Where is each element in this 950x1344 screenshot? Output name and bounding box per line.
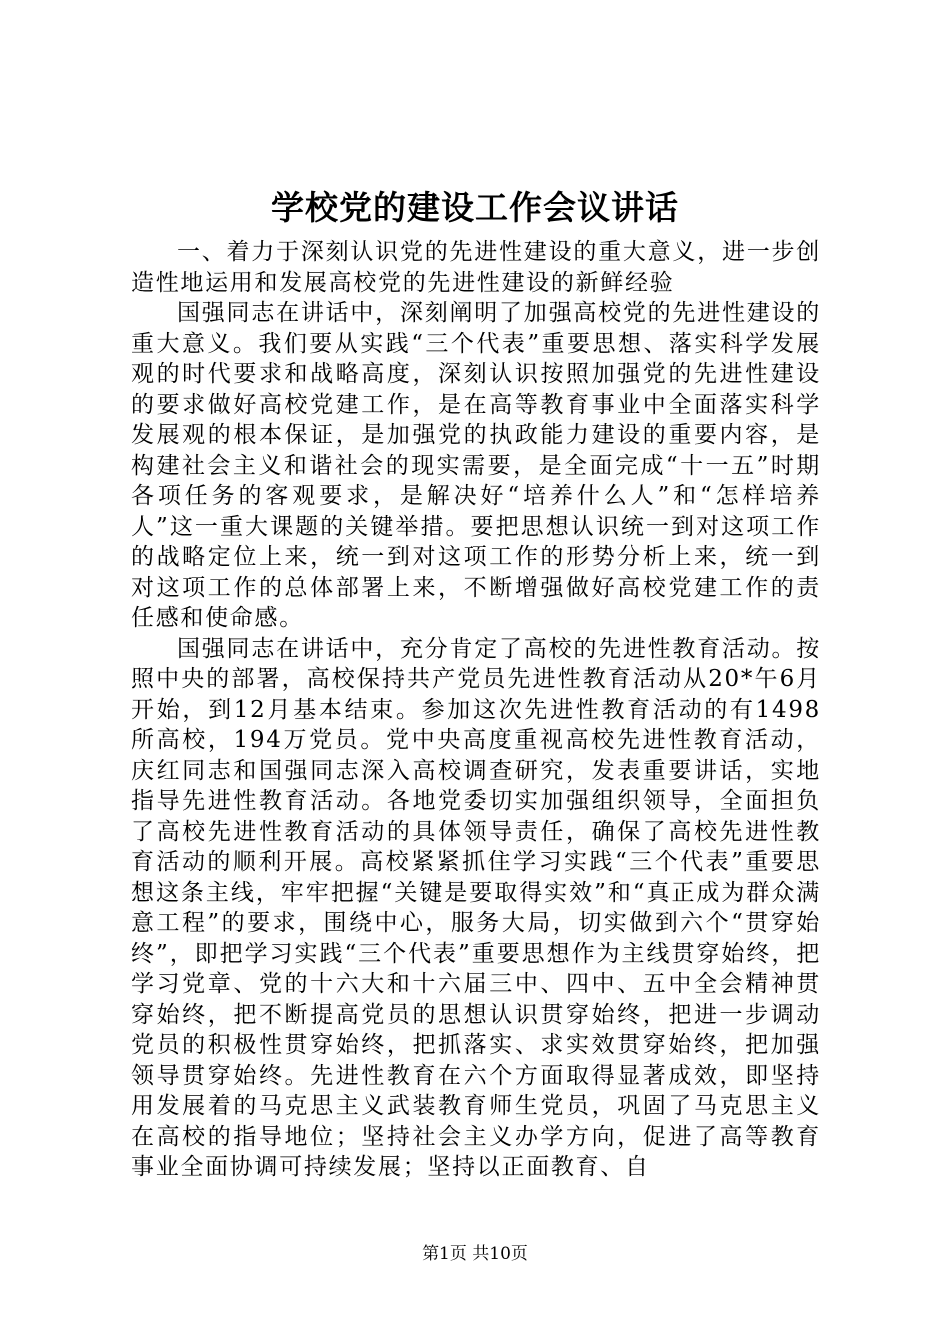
document-body: [131, 237, 821, 1183]
body-paragraph-significance: 国强同志在讲话中，深刻阐明了加强高校党的先进性建设的重大意义。我们要从实践“三个代表”重要思想、落实科学发展观的时代要求和战略高度，深刻认识按照加强党的先进性建设的要求做好高校党建工作，是在高等教育事业中全面落实科学发展观的根本保证，是加强党的执政能力建设的重要内容，是构建社会主义和谐社会的现实需要，是全面完成“十一五”时期各项任务的客观要求，是解决好“培养什么人”和“怎样培养人”这一重大课题的关键举措。要把思想认识统一到对这项工作的战略定位上来，统一到对这项工作的形势分析上来，统一到对这项工作的总体部署上来，不断增强做好高校党建工作的责任感和使命感。: [131, 300, 821, 631]
body-paragraph-education-activity: 国强同志在讲话中，充分肯定了高校的先进性教育活动。按照中央的部署，高校保持共产党员先进性教育活动从20*午6月开始，到12月基本结束。参加这次先进性教育活动的有1498所高校，194万党员。党中央高度重视高校先进性教育活动，庆红同志和国强同志深入高校调查研究，发表重要讲话，实地指导先进性教育活动。各地党委切实加强组织领导，全面担负了高校先进性教育活动的具体领导责任，确保了高校先进性教育活动的顺利开展。高校紧紧抓住学习实践“三个代表”重要思想这条主线，牢牢把握“关键是要取得实效”和“真正成为群众满意工程”的要求，围绕中心，服务大局，切实做到六个“贯穿始终”，即把学习实践“三个代表”重要思想作为主线贯穿始终，把学习党章、党的十六大和十六届三中、四中、五中全会精神贯穿始终，把不断提高党员的思想认识贯穿始终，把进一步调动党员的积极性贯穿始终，把抓落实、求实效贯穿始终，把加强领导贯穿始终。先进性教育在六个方面取得显著成效，即坚持用发展着的马克思主义武装教育师生党员，巩固了马克思主义在高校的指导地位；坚持社会主义办学方向，促进了高等教育事业全面协调可持续发展；坚持以正面教育、自: [131, 635, 821, 1180]
document-title: 学校党的建设工作会议讲话: [271, 188, 679, 227]
page-footer: 第1页 共10页: [422, 1244, 528, 1264]
section-heading-paragraph: 一、着力于深刻认识党的先进性建设的重大意义，进一步创造性地运用和发展高校党的先进性建设的新鲜经验: [131, 239, 821, 296]
